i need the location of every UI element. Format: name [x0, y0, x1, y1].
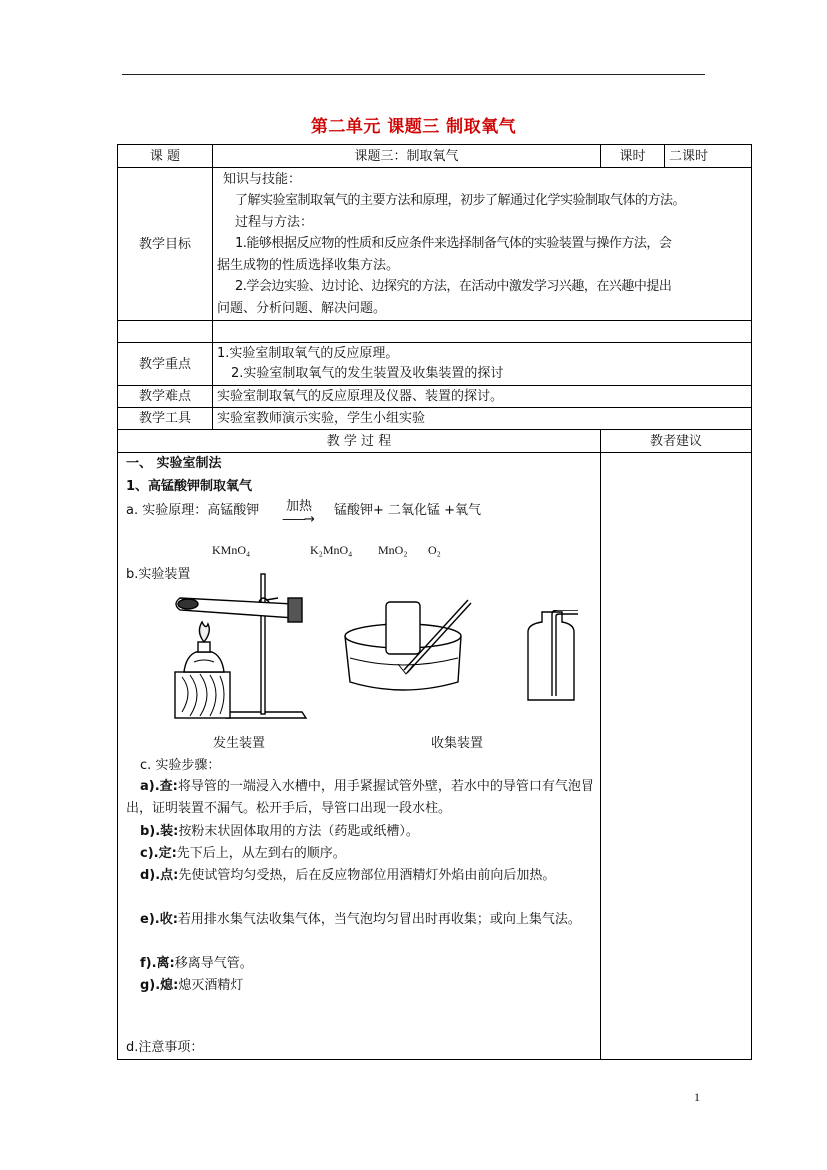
- topic-value: 课题三：制取氧气: [213, 145, 601, 168]
- steps-heading: c. 实验步骤：: [140, 758, 221, 773]
- step-ignite: [126, 865, 598, 887]
- objective-line: 据生成物的性质选择收集方法。: [217, 257, 400, 273]
- key-point-line: 2.实验室制取氧气的发生装置及收集装置的探讨: [231, 366, 504, 381]
- apparatus-heading: b.实验装置: [126, 567, 191, 582]
- subsection-heading: 1、高锰酸钾制取氧气: [126, 479, 253, 494]
- step-text: 若用排水集气法收集气体，当气泡均匀冒出时再收集；或向上集气法。: [177, 912, 581, 927]
- collection-apparatus-drawing: [340, 598, 475, 704]
- blank-cell: [213, 321, 752, 343]
- tools-row: [118, 408, 752, 430]
- difficulties-content: 实验室制取氧气的反应原理及仪器、装置的探讨。: [213, 386, 752, 408]
- notes-heading: d.注意事项：: [126, 1040, 204, 1055]
- tools-label: 教学工具: [118, 408, 213, 430]
- objective-line: 问题、分析问题、解决问题。: [217, 300, 387, 316]
- gas-bottle-drawing: [522, 610, 582, 706]
- generation-apparatus-caption: 发生装置: [213, 736, 266, 751]
- step-key: f).离:: [140, 956, 175, 971]
- formula-o2: O₂: [428, 543, 441, 557]
- key-points-row: [118, 343, 752, 386]
- objectives-content: [213, 168, 752, 321]
- objective-line: 过程与方法：: [235, 214, 314, 230]
- teacher-suggestion-header: 教者建议: [601, 430, 752, 453]
- topic-label: 课 题: [118, 145, 213, 168]
- hours-label: 课时: [601, 145, 665, 168]
- principle-text: a. 实验原理：高锰酸钾: [126, 503, 260, 518]
- reaction-arrow: ——→: [282, 512, 313, 527]
- objectives-row: [118, 168, 752, 321]
- teacher-suggestion-cell: [601, 453, 752, 1060]
- step-key: b).装:: [140, 824, 179, 839]
- process-header-row: [118, 430, 752, 453]
- objectives-label: 教学目标: [118, 168, 213, 321]
- reaction-condition: 加热: [286, 499, 313, 514]
- page-title: 第二单元 课题三 制取氧气: [310, 117, 517, 137]
- topic-row: [118, 145, 752, 168]
- process-content: [118, 453, 601, 1060]
- step-text: 先下后上，从左到右的顺序。: [176, 846, 346, 861]
- objective-line: 了解实验室制取氧气的主要方法和原理，初步了解通过化学实验制取气体的方法。: [235, 193, 686, 209]
- objective-line: 1.能够根据反应物的性质和反应条件来选择制备气体的实验装置与操作方法，会: [235, 236, 672, 252]
- difficulties-label: 教学难点: [118, 386, 213, 408]
- formula-mno2: MnO₂: [378, 543, 408, 557]
- page-number: 1: [694, 1090, 700, 1104]
- step-text: 按粉末状固体取用的方法（药匙或纸槽）。: [178, 824, 419, 839]
- process-header: 教 学 过 程: [118, 430, 601, 453]
- step-key: c).定:: [140, 846, 177, 861]
- objective-line: 知识与技能：: [223, 171, 302, 187]
- step-fix: [126, 843, 598, 865]
- top-rule: [122, 74, 705, 75]
- reaction-products: 锰酸钾+ 二氧化锰 +氧气: [334, 503, 482, 518]
- step-check: [126, 776, 598, 820]
- generation-apparatus-drawing: [160, 562, 320, 724]
- step-collect: [126, 909, 598, 931]
- step-key: a).查:: [140, 779, 178, 794]
- step-text: 熄灭酒精灯: [178, 978, 244, 993]
- key-points-content: [213, 343, 752, 386]
- tools-content: 实验室教师演示实验，学生小组实验: [213, 408, 752, 430]
- difficulties-row: [118, 386, 752, 408]
- hours-value: 二课时: [665, 145, 752, 168]
- step-text: 移离导气管。: [174, 956, 253, 971]
- objective-line: 2.学会边实验、边讨论、边探究的方法，在活动中激发学习兴趣，在兴趣中提出: [235, 279, 672, 295]
- step-key: d).点:: [140, 868, 179, 883]
- step-key: g).熄:: [140, 978, 179, 993]
- blank-row: [118, 321, 752, 343]
- collection-apparatus-caption: 收集装置: [431, 736, 484, 751]
- step-text: 将导管的一端浸入水槽中，用手紧握试管外壁，若水中的导管口有气泡冒出，证明装置不漏气。松开手后，导管口出现一段水柱。: [126, 779, 594, 816]
- step-key: e).收:: [140, 912, 178, 927]
- key-point-line: 1.实验室制取氧气的反应原理。: [217, 346, 399, 361]
- step-extinguish: [126, 975, 598, 997]
- step-text: 先使试管均匀受热，后在反应物部位用酒精灯外焰由前向后加热。: [178, 868, 556, 883]
- key-points-label: 教学重点: [118, 343, 213, 386]
- blank-cell: [118, 321, 213, 343]
- step-remove: [126, 953, 598, 975]
- formula-kmno4: KMnO₄: [212, 543, 251, 557]
- section-heading: 一、 实验室制法: [126, 456, 222, 471]
- step-load: [126, 821, 598, 843]
- formula-k2mno4: K₂MnO₄: [310, 543, 353, 557]
